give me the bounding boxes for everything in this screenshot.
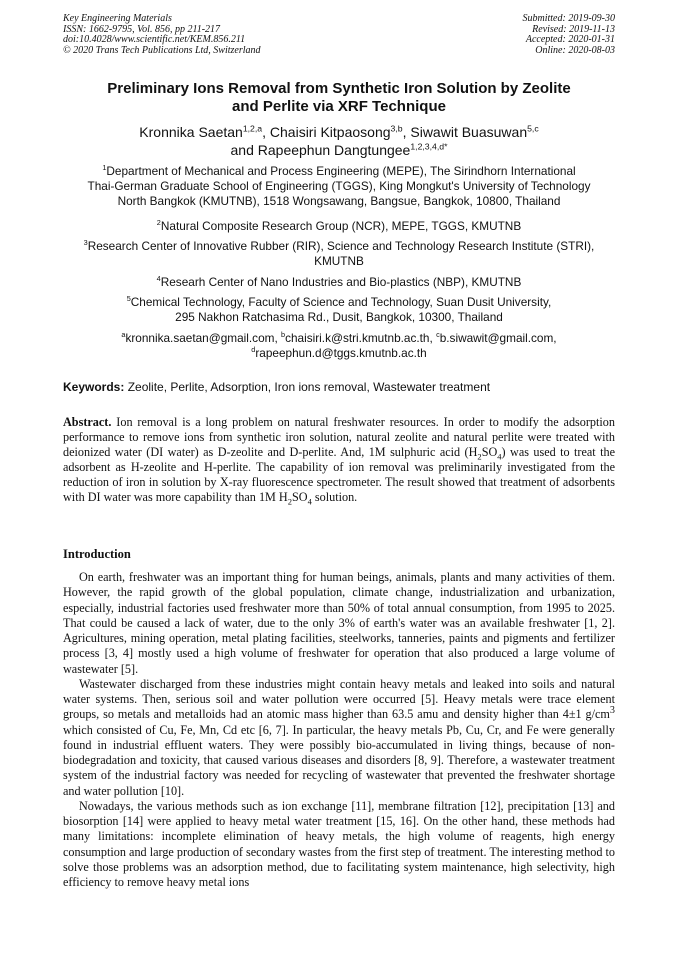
title-line-2: and Perlite via XRF Technique xyxy=(232,98,446,115)
subscript: 4 xyxy=(307,496,312,507)
email-link[interactable]: b.siwawit@gmail.com, xyxy=(439,331,557,345)
abstract-text: Ion removal is a long problem on natural freshwater resources. In order to modify the adsorption performance to remove ions from synthetic iron solution, natural zeolite and natural perlite were treated with deionized water (DI water) as D-zeolite and D-perlite. And, 1M sulphuric acid (H xyxy=(63,415,615,460)
author-line-1 xyxy=(40,124,638,142)
affiliation-text: Thai-German Graduate School of Engineering (TGGS), King Mongkut's University of Technology xyxy=(87,178,591,193)
paragraph-text: Wastewater discharged from these industries might contain heavy metals and leaked into soils and natural water systems. Then, serious soil and water pollution were occurred [5]. Heavy metals were trace element groups, so metals and metalloids had an atomic mass higher than 63.5 amu and density higher than 4±1 g/cm xyxy=(63,676,615,722)
accepted-date: Accepted: 2020-01-31 xyxy=(525,34,615,46)
email-link[interactable]: chaisiri.k@stri.kmutnb.ac.th, xyxy=(285,331,437,345)
subscript: 2 xyxy=(287,496,292,507)
keywords-text: Zeolite, Perlite, Adsorption, Iron ions removal, Wastewater treatment xyxy=(124,380,491,394)
author-emails xyxy=(30,331,648,361)
affiliation-text: Researh Center of Nano Industries and Bio-plastics (NBP), KMUTNB xyxy=(160,275,522,289)
affiliation-mark: 4 xyxy=(156,274,161,284)
abstract-text: SO xyxy=(481,445,498,460)
affiliation-1 xyxy=(30,164,648,208)
affiliation-line xyxy=(30,239,648,254)
author-line-2 xyxy=(40,142,638,160)
keywords-label: Keywords: xyxy=(63,380,125,394)
online-date: Online: 2020-08-03 xyxy=(535,44,615,56)
author-separator: , xyxy=(402,124,411,140)
paragraph xyxy=(63,677,615,799)
author-and: and xyxy=(230,141,258,158)
affiliation-3 xyxy=(30,239,648,269)
section-heading-introduction: Introduction xyxy=(63,547,131,561)
abstract-label: Abstract. xyxy=(63,415,112,429)
email-line-1 xyxy=(30,331,648,346)
author-affiliation-mark: 3,b xyxy=(390,123,403,134)
author-name: Siwawit Buasuwan xyxy=(410,124,528,140)
affiliation-text: North Bangkok (KMUTNB), 1518 Wongsawang, Bangsue, Bangkok, 10800, Thailand xyxy=(117,193,561,208)
journal-doi[interactable]: doi:10.4028/www.scientific.net/KEM.856.211 xyxy=(63,34,246,46)
journal-issn: ISSN: 1662-9795, Vol. 856, pp 211-217 xyxy=(63,23,221,35)
abstract-text: solution. xyxy=(311,490,358,505)
email-mark: d xyxy=(251,344,256,354)
affiliation-4 xyxy=(30,275,648,290)
affiliation-5 xyxy=(30,295,648,325)
affiliation-line xyxy=(30,164,648,179)
affiliation-mark: 5 xyxy=(126,294,131,304)
keywords xyxy=(63,380,615,395)
abstract-text: ) was used to treat the adsorbent as H-zeolite and H-perlite. The capability of ion removal was preliminarily investigated from the reduction of iron in solution by X-ray fluorescence spectrometer. The result showed that treatment of adsorbents with DI water was more capability than 1M H xyxy=(63,445,615,505)
affiliation-text: Research Center of Innovative Rubber (RIR), Science and Technology Research Institute (STRI), xyxy=(87,239,595,253)
submitted-date: Submitted: 2019-09-30 xyxy=(522,13,615,24)
email-link[interactable]: kronnika.saetan@gmail.com, xyxy=(125,331,282,345)
superscript: 3 xyxy=(609,705,615,717)
abstract xyxy=(63,415,615,506)
email-mark: c xyxy=(436,330,440,340)
affiliation-mark: 2 xyxy=(156,218,161,228)
paragraph: Nowadays, the various methods such as ion exchange [11], membrane filtration [12], precipitation [13] and biosorption [14] were applied to heavy metal water treatment [15, 16]. On the other hand, these methods had many limitations: incomplete elimination of heavy metals, the high volume of reagents, high energy consumption and large production of secondary wastes from the first step of treatment. The interesting method to solve those problems was an adsorption method, due to facilitating system maintenance, high selectivity, high efficiency to remove heavy metal ions xyxy=(63,798,615,889)
affiliation-mark: 1 xyxy=(102,163,107,173)
author-name: Kronnika Saetan xyxy=(139,124,243,140)
author-separator: , xyxy=(262,124,270,140)
affiliation-text: 295 Nakhon Ratchasima Rd., Dusit, Bangkok, 10300, Thailand xyxy=(175,309,503,324)
paper-title xyxy=(40,80,638,116)
author-name: Chaisiri Kitpaosong xyxy=(269,124,391,140)
affiliation-mark: 3 xyxy=(83,238,88,248)
affiliation-text: KMUTNB xyxy=(314,253,364,268)
paragraph-text: which consisted of Cu, Fe, Mn, Cd etc [6, 7]. In particular, the heavy metals Pb, Cu, Cr, and Fe were generally found in industrial effluent waters. They were possibly bio-accumulated in living things, because of non-biodegradation and toxicity, that caused various diseases and disorders [8, 9]. Therefore, a wastewater treatment system of the industrial factory was needed for recycling of wastewater that prevented the freshwater shortage and water pollution [10]. xyxy=(63,722,615,798)
affiliation-text: Chemical Technology, Faculty of Science and Technology, Suan Dusit University, xyxy=(130,295,552,309)
affiliation-line xyxy=(30,295,648,310)
email-line-2 xyxy=(30,346,648,361)
subscript: 4 xyxy=(497,451,502,462)
author-affiliation-mark: 1,2,a xyxy=(242,123,263,134)
affiliation-text: Natural Composite Research Group (NCR), MEPE, TGGS, KMUTNB xyxy=(160,219,522,233)
journal-name: Key Engineering Materials xyxy=(63,13,172,24)
email-mark: b xyxy=(281,330,286,340)
journal-copyright: © 2020 Trans Tech Publications Ltd, Switzerland xyxy=(63,44,261,56)
email-link[interactable]: rapeephun.d@tggs.kmutnb.ac.th xyxy=(255,345,427,360)
journal-info xyxy=(63,14,261,56)
abstract-text: SO xyxy=(292,490,308,505)
subscript: 2 xyxy=(477,451,482,462)
introduction-body xyxy=(63,570,615,890)
affiliation-text: Department of Mechanical and Process Engineering (MEPE), The Sirindhorn International xyxy=(106,164,576,178)
affiliation-line xyxy=(30,219,648,234)
revised-date: Revised: 2019-11-13 xyxy=(532,23,615,35)
title-line-1: Preliminary Ions Removal from Synthetic Iron Solution by Zeolite xyxy=(107,80,571,97)
author-name: Rapeephun Dangtungee xyxy=(257,141,411,158)
affiliation-2 xyxy=(30,219,648,234)
submission-dates xyxy=(523,14,616,56)
author-list xyxy=(40,124,638,159)
author-affiliation-mark: 1,2,3,4,d* xyxy=(410,140,448,151)
paragraph: On earth, freshwater was an important thing for human beings, animals, plants and many activities of them. However, the rapid growth of the global population, climate change, industrialization and urbanization, especially, industrial factories used freshwater more than 50% of total annual consumption, from 1995 to 2025. That could be caused a lack of water, due to the only 3% of earth's water was an available freshwater [1, 2]. Agricultures, mining operation, metal plating facilities, steelworks, tanneries, paints and pigments and fertilizer process [3, 4] mostly used a high volume of freshwater for operation that also produced a large volume of wastewater [5]. xyxy=(63,570,615,676)
affiliation-line xyxy=(30,275,648,290)
author-affiliation-mark: 5,c xyxy=(527,123,539,134)
email-mark: a xyxy=(121,330,126,340)
